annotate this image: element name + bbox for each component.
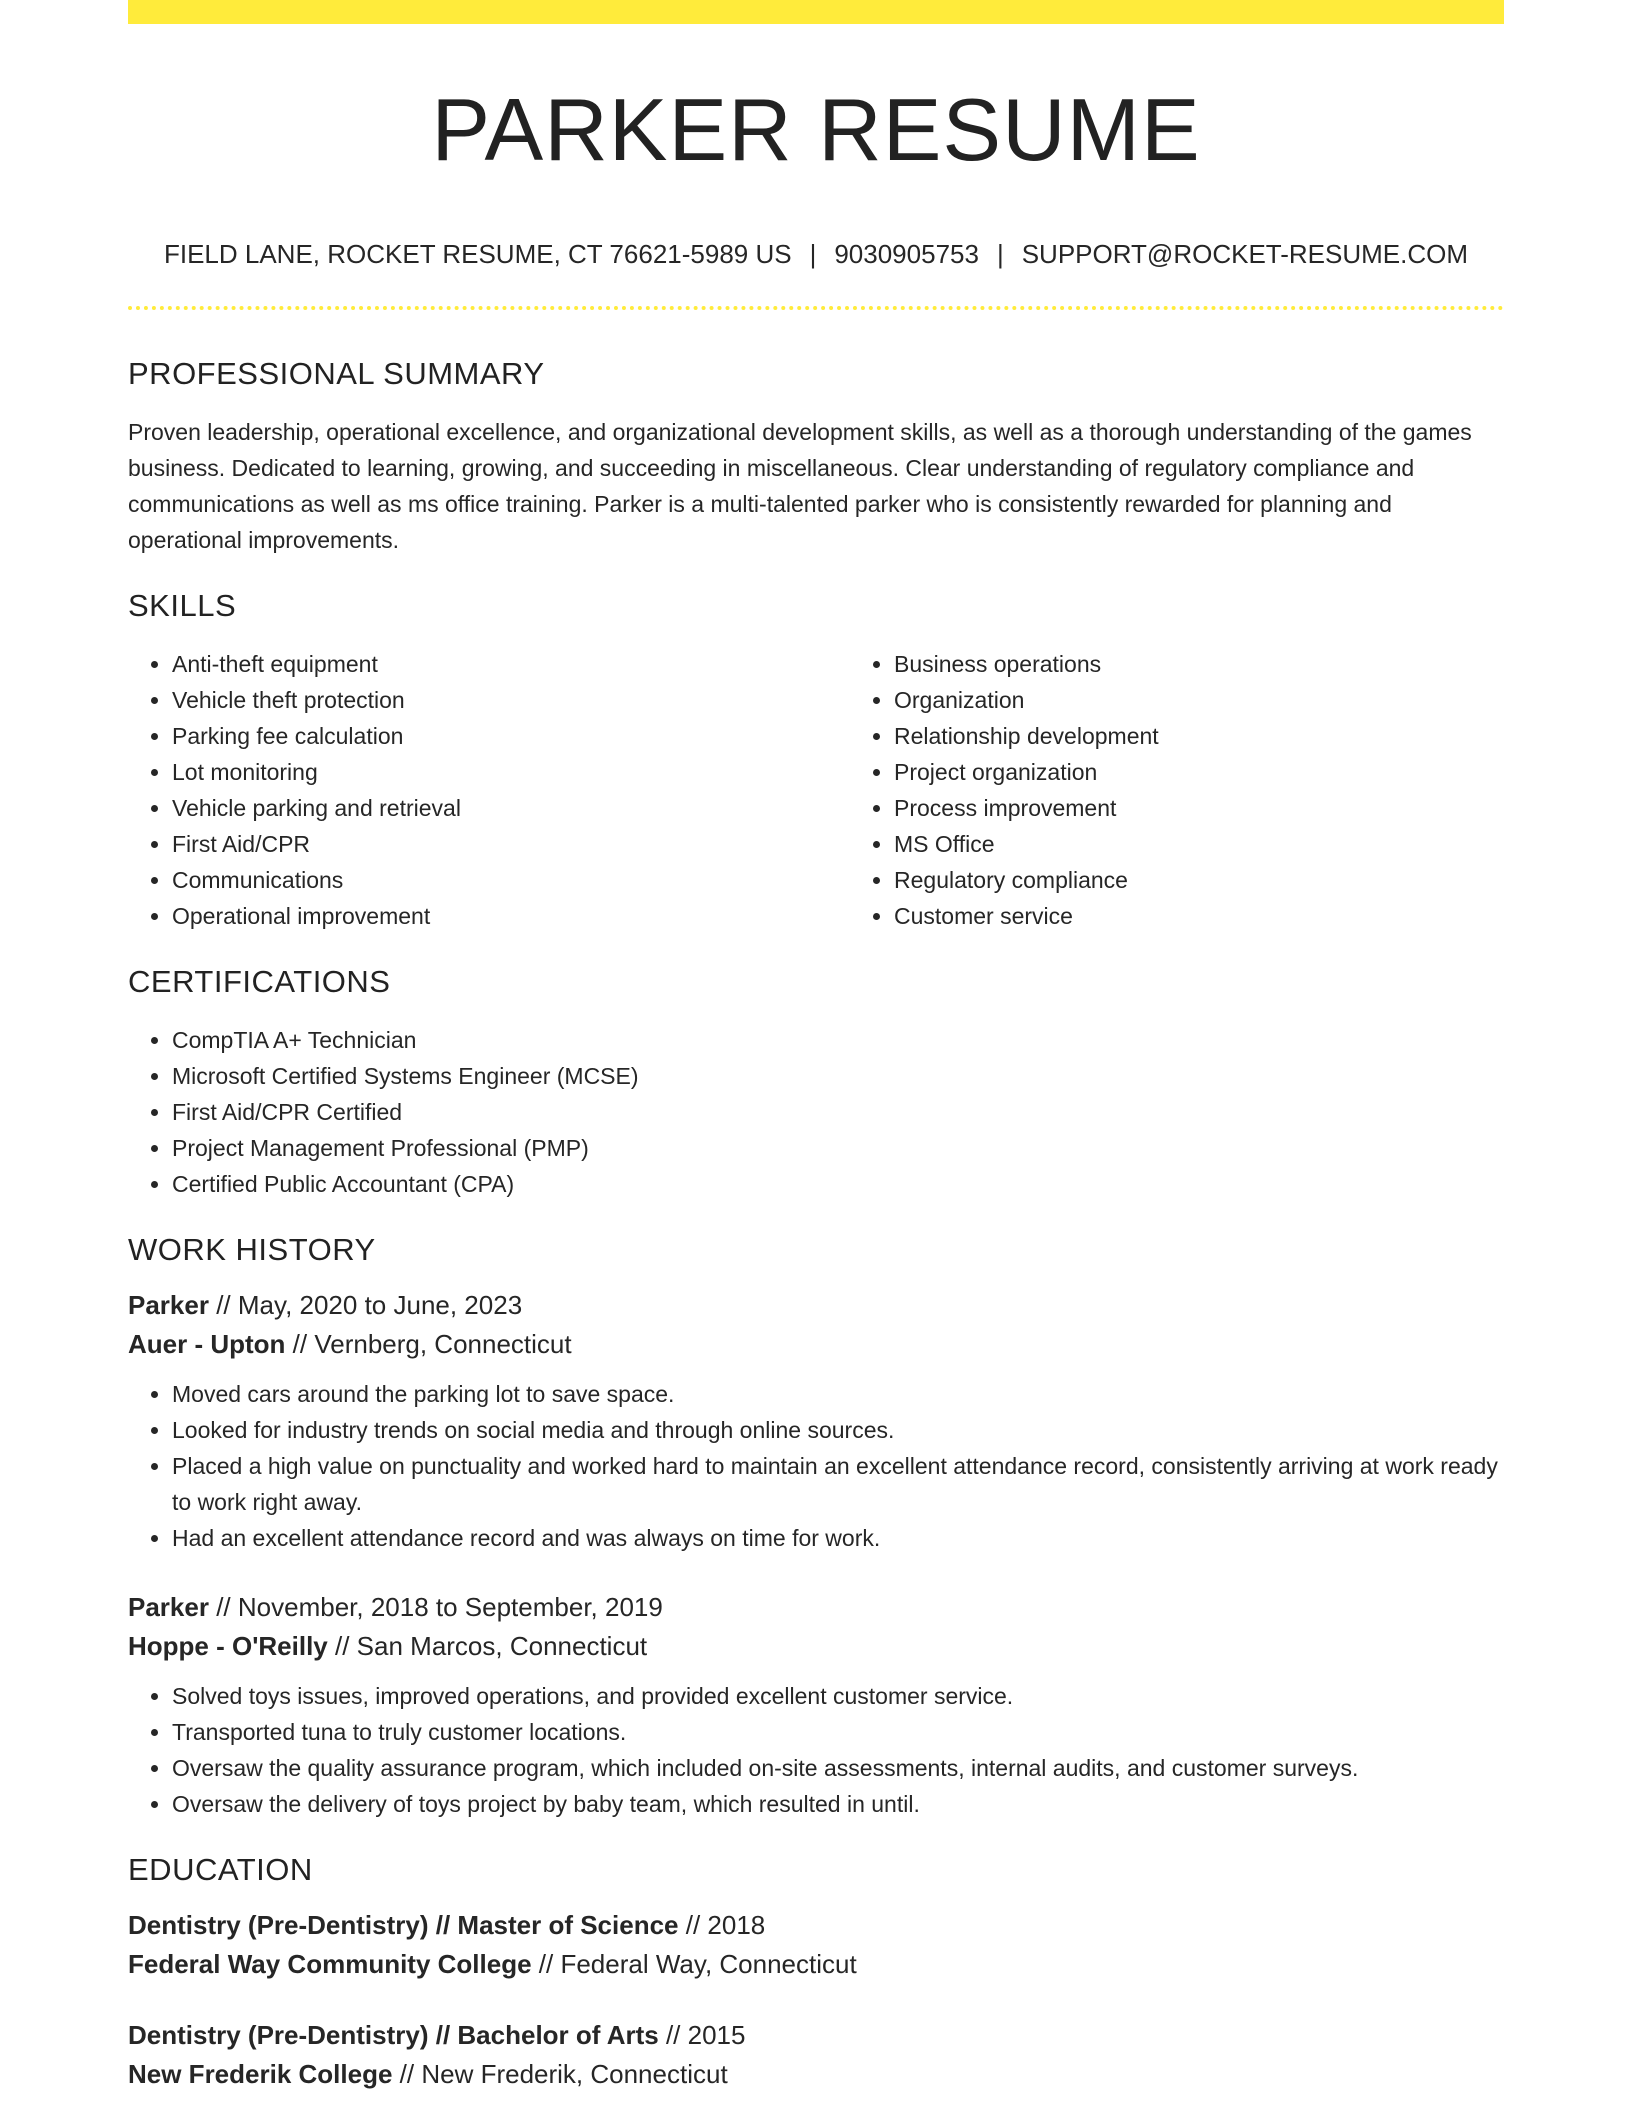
job-entry [128,1588,1504,1822]
education-entry [128,2016,1504,2094]
certification-item: • CompTIA A+ Technician [172,1022,1504,1058]
skill-item: • Communications [172,862,850,898]
job-bullets [128,1678,1504,1822]
education-school: Federal Way Community College [128,1949,532,1979]
contact-phone: 9030905753 [834,239,979,269]
resume-content [128,352,1504,2094]
skill-item: • Operational improvement [172,898,850,934]
job-dates: // May, 2020 to June, 2023 [216,1290,523,1320]
job-bullet: • Placed a high value on punctuality and worked hard to maintain an excellent attendance record, consistently arriving at work ready to work right away. [172,1448,1504,1520]
job-dates: // November, 2018 to September, 2019 [216,1592,663,1622]
resume-name: PARKER RESUME [431,80,1201,179]
skill-item: • Regulatory compliance [894,862,1572,898]
education-school-line [128,1945,1504,1984]
education-location: // New Frederik, Connecticut [399,2059,728,2089]
job-bullet: • Oversaw the delivery of toys project by baby team, which resulted in until. [172,1786,1504,1822]
skill-item: • Vehicle theft protection [172,682,850,718]
work-history-section [128,1228,1504,1822]
skill-item: • First Aid/CPR [172,826,850,862]
skill-item: • Parking fee calculation [172,718,850,754]
education-location: // Federal Way, Connecticut [538,1949,857,1979]
certifications-section [128,960,1504,1202]
job-location: // San Marcos, Connecticut [335,1631,648,1661]
summary-section [128,352,1504,558]
education-degree: Dentistry (Pre-Dentistry) // Bachelor of Arts [128,2020,659,2050]
certification-item: • Microsoft Certified Systems Engineer (MCSE) [172,1058,1504,1094]
skill-item: • Business operations [894,646,1572,682]
summary-text: Proven leadership, operational excellence, and organizational development skills, as well as a thorough understanding of the games business. Dedicated to learning, growing, and succeeding in miscellaneous. Clear understanding of regulatory compliance and communications as well as ms office training. Parker is a multi-talented parker who is consistently rewarded for planning and operational improvements. [128,419,1472,553]
work-history-heading: WORK HISTORY [128,1232,376,1267]
education-year: // 2018 [685,1910,766,1940]
job-entry [128,1286,1504,1556]
skill-item: • Customer service [894,898,1572,934]
job-bullet: • Transported tuna to truly customer locations. [172,1714,1504,1750]
education-entry [128,1906,1504,1984]
contact-line [128,236,1504,272]
skill-item: • Lot monitoring [172,754,850,790]
skill-item: • Project organization [894,754,1572,790]
job-title-line [128,1588,1504,1627]
education-section [128,1848,1504,2094]
skill-item: • Relationship development [894,718,1572,754]
education-school: New Frederik College [128,2059,393,2089]
contact-separator: | [809,239,817,269]
skills-list-right [850,646,1572,934]
job-bullet: • Looked for industry trends on social media and through online sources. [172,1412,1504,1448]
top-accent-bar [128,0,1504,24]
job-title: Parker [128,1290,209,1320]
education-degree-line [128,2016,1504,2055]
contact-address: FIELD LANE, ROCKET RESUME, CT 76621-5989 US [163,239,792,269]
job-bullet: • Oversaw the quality assurance program, which included on-site assessments, internal audits, and customer surveys. [172,1750,1504,1786]
job-title-line [128,1286,1504,1325]
job-location: // Vernberg, Connecticut [292,1329,572,1359]
job-bullet: • Moved cars around the parking lot to save space. [172,1376,1504,1412]
education-degree: Dentistry (Pre-Dentistry) // Master of Science [128,1910,679,1940]
certification-item: • Certified Public Accountant (CPA) [172,1166,1504,1202]
job-bullet: • Had an excellent attendance record and was always on time for work. [172,1520,1504,1556]
job-title: Parker [128,1592,209,1622]
certification-item: • Project Management Professional (PMP) [172,1130,1504,1166]
skills-list-left [128,646,850,934]
education-school-line [128,2055,1504,2094]
dotted-divider [128,306,1504,310]
job-company: Hoppe - O'Reilly [128,1631,328,1661]
summary-heading: PROFESSIONAL SUMMARY [128,356,545,391]
skills-section [128,584,1504,934]
contact-email: SUPPORT@ROCKET-RESUME.COM [1021,239,1469,269]
certifications-heading: CERTIFICATIONS [128,964,391,999]
skills-heading: SKILLS [128,588,237,623]
job-company-line [128,1627,1504,1666]
skill-item: • Organization [894,682,1572,718]
education-heading: EDUCATION [128,1852,313,1887]
contact-separator: | [996,239,1004,269]
certifications-list [128,1022,1504,1202]
education-year: // 2015 [665,2020,746,2050]
job-company-line [128,1325,1504,1364]
job-company: Auer - Upton [128,1329,286,1359]
skill-item: • Anti-theft equipment [172,646,850,682]
job-bullets [128,1376,1504,1556]
certification-item: • First Aid/CPR Certified [172,1094,1504,1130]
education-degree-line [128,1906,1504,1945]
skill-item: • Vehicle parking and retrieval [172,790,850,826]
skill-item: • MS Office [894,826,1572,862]
skill-item: • Process improvement [894,790,1572,826]
job-bullet: • Solved toys issues, improved operations, and provided excellent customer service. [172,1678,1504,1714]
